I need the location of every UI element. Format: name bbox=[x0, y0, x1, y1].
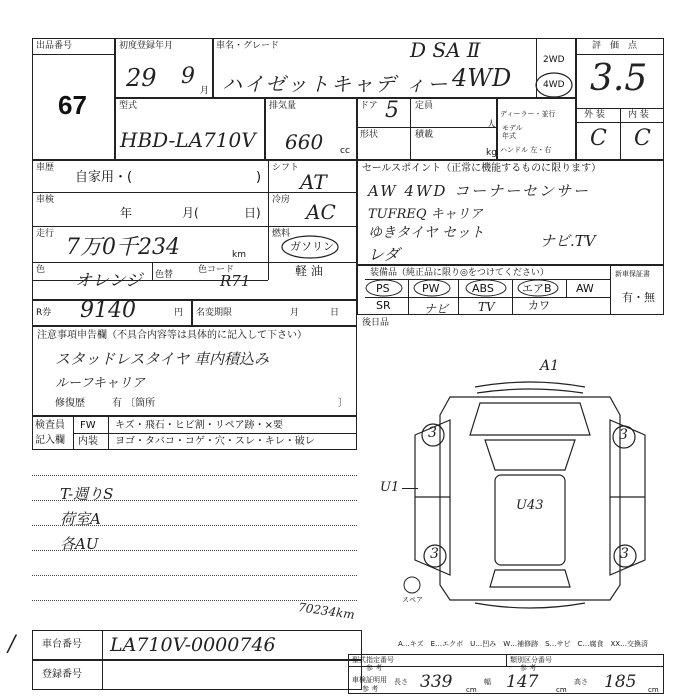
grade-value: D SA Ⅱ bbox=[410, 38, 481, 62]
repair-label: 修復歴 bbox=[55, 398, 85, 409]
notes-line-1: スタッドレスタイヤ 車内積込み bbox=[55, 350, 270, 368]
dealer-label: ディーラー・並行 bbox=[500, 110, 556, 118]
exterior-grade: C bbox=[590, 126, 607, 151]
title-change-label: 名変期限 bbox=[196, 308, 233, 318]
score-value: 3.5 bbox=[590, 58, 648, 99]
shift-label: シフト bbox=[272, 163, 300, 173]
width-label: 幅 bbox=[484, 678, 491, 686]
equip-leather: カワ bbox=[528, 299, 550, 312]
first-reg-month: 9 bbox=[181, 64, 195, 89]
warranty-value: 有・無 bbox=[622, 291, 655, 304]
inspection-year: 年 bbox=[120, 206, 133, 220]
score-label: 評 価 点 bbox=[592, 41, 638, 51]
equip-sr: SR bbox=[376, 299, 391, 312]
model-year-label: モデル 年式 bbox=[502, 124, 523, 140]
tire-mark-rr: 3 bbox=[620, 546, 629, 562]
sales-point-2: TUFREQ キャリア bbox=[368, 207, 483, 222]
inspector-memo-2: 荷室A bbox=[60, 510, 101, 528]
mileage-label: 走行 bbox=[36, 229, 55, 239]
equip-aw: AW bbox=[576, 282, 594, 295]
tire-mark-fr: 3 bbox=[619, 427, 628, 443]
length-unit: cm bbox=[466, 686, 477, 694]
person-unit: 人 bbox=[487, 120, 497, 130]
kg-unit: kg bbox=[486, 148, 497, 158]
length-value: 339 bbox=[420, 672, 453, 692]
inspector-memo-1: T-週りS bbox=[60, 485, 114, 503]
drive-value: 4WD bbox=[452, 64, 512, 92]
corner-slash: / bbox=[8, 632, 16, 657]
model-designation-label: 型式指定番号 bbox=[352, 656, 394, 664]
height-value: 185 bbox=[604, 672, 637, 692]
lot-label: 出品番号 bbox=[36, 41, 73, 51]
ac-label: 冷房 bbox=[272, 195, 291, 205]
equipment-label: 装備品（純正品に限り◎をつけてください） bbox=[370, 268, 549, 278]
type-label: 型式 bbox=[119, 101, 138, 111]
handle-label: ハンドル 左・右 bbox=[500, 146, 552, 154]
displacement-value: 660 bbox=[285, 130, 324, 154]
doors-label: ドア bbox=[360, 101, 378, 111]
diagram-u1: U1 bbox=[380, 480, 400, 495]
color-change-label: 色替 bbox=[155, 270, 174, 280]
sales-point-3: ゆきタイヤ セット bbox=[368, 225, 485, 241]
mileage-value: 7万0千234 bbox=[66, 235, 180, 260]
load-label: 積載 bbox=[415, 130, 434, 140]
fuel-value: ガソリン bbox=[290, 240, 334, 253]
color-label: 色 bbox=[36, 265, 46, 275]
ac-value: AC bbox=[306, 200, 336, 224]
title-change-day: 日 bbox=[330, 308, 340, 318]
inspector-fw: FW bbox=[80, 420, 96, 431]
inspection-month: 月( bbox=[182, 206, 199, 220]
diagram-u43: U43 bbox=[516, 498, 544, 513]
history-label: 車歴 bbox=[36, 163, 55, 173]
type-value: HBD-LA710V bbox=[120, 128, 256, 152]
equip-tv: TV bbox=[478, 300, 495, 314]
history-close: ) bbox=[256, 170, 262, 185]
sales-point-4: レダ bbox=[368, 245, 400, 264]
height-label: 高さ bbox=[574, 678, 588, 686]
car-name-value: ハイゼットキャデ ィー bbox=[222, 72, 450, 96]
registration-label: 登録番号 bbox=[42, 669, 82, 680]
capacity-label: 定員 bbox=[415, 101, 434, 111]
sales-point-nav: ナビ.TV bbox=[540, 232, 596, 250]
retrofit-label: 後日品 bbox=[362, 318, 390, 328]
spare-label: スペア bbox=[402, 596, 423, 604]
cert-ref: 参 考 bbox=[362, 685, 379, 693]
recycle-value: 9140 bbox=[80, 298, 136, 323]
cert-label: 車検証明用 bbox=[352, 676, 387, 684]
inspector-label-2: 記入欄 bbox=[35, 435, 65, 446]
yen-unit: 円 bbox=[174, 308, 184, 318]
interior-grade: C bbox=[634, 126, 651, 151]
title-change-month: 月 bbox=[290, 308, 300, 318]
opt-4wd: 4WD bbox=[543, 80, 565, 90]
chassis-value: LA710V-0000746 bbox=[110, 634, 276, 656]
shift-value: AT bbox=[300, 170, 327, 194]
tire-mark-fl: 3 bbox=[428, 425, 437, 441]
tire-mark-rl: 3 bbox=[430, 546, 439, 562]
sales-point-1: AW 4WD コーナーセンサー bbox=[368, 182, 590, 200]
diagram-a1: A1 bbox=[540, 358, 560, 374]
color-code-value: R71 bbox=[220, 272, 251, 290]
equip-ps: PS bbox=[376, 282, 390, 295]
interior-label: 内 装 bbox=[628, 110, 649, 120]
circle-4wd-mark bbox=[534, 70, 574, 100]
displacement-label: 排気量 bbox=[269, 101, 297, 111]
fuel-option: 軽 油 bbox=[295, 264, 323, 278]
notes-line-2: ルーフキャリア bbox=[55, 376, 145, 391]
equip-abs: ABS bbox=[472, 282, 494, 295]
fuel-label: 燃料 bbox=[272, 229, 291, 239]
inspection-label: 車検 bbox=[36, 195, 55, 205]
doors-value: 5 bbox=[385, 98, 399, 123]
category-ref: 参 考 bbox=[520, 664, 537, 672]
cc-unit: cc bbox=[340, 146, 350, 156]
width-value: 147 bbox=[506, 672, 539, 692]
color-value: オレンジ bbox=[75, 271, 143, 291]
shape-label: 形状 bbox=[360, 130, 379, 140]
inspector-memo-3: 各AU bbox=[60, 535, 99, 553]
month-unit: 月 bbox=[200, 86, 210, 96]
category-label: 類別区分番号 bbox=[510, 656, 552, 664]
warranty-label: 新車保証書 bbox=[615, 270, 650, 278]
repair-value: 有 〔箇所 bbox=[112, 398, 156, 409]
car-name-label: 車名・グレード bbox=[216, 41, 280, 51]
inspector-interior: 内装 bbox=[78, 436, 98, 447]
inspector-label-1: 検査員 bbox=[35, 420, 65, 431]
inspector-codes-2: ヨゴ・タバコ・コゲ・穴・スレ・キレ・破レ bbox=[115, 436, 315, 447]
recycle-label: R券 bbox=[36, 308, 52, 318]
equip-airbag: エアB bbox=[522, 282, 552, 295]
sales-points-label: セールスポイント（正常に機能するものに限ります） bbox=[362, 163, 602, 174]
damage-legend: A…キズ E…エクボ U…凹み W…補修跡 S…サビ C…腐食 XX…交換済 bbox=[398, 640, 649, 648]
repair-close: 〕 bbox=[338, 398, 348, 409]
exterior-label: 外 装 bbox=[584, 110, 605, 120]
first-reg-label: 初度登録年月 bbox=[119, 41, 174, 51]
first-reg-year: 29 bbox=[126, 64, 157, 92]
equip-navi: ナビ bbox=[424, 302, 449, 316]
length-label: 長さ bbox=[394, 678, 408, 686]
lot-number: 67 bbox=[58, 90, 87, 120]
spare-tire-icon bbox=[402, 575, 422, 595]
inspector-codes-1: キズ・飛石・ヒビ割・リペア跡・×要 bbox=[115, 420, 283, 431]
width-unit: cm bbox=[556, 686, 567, 694]
chassis-label: 車台番号 bbox=[42, 639, 82, 650]
notes-label: 注意事項申告欄（不具合内容等は具体的に記入して下さい） bbox=[37, 330, 307, 341]
color-code-label: 色コード bbox=[198, 265, 235, 275]
equip-pw: PW bbox=[422, 282, 440, 295]
opt-2wd: 2WD bbox=[543, 55, 565, 65]
car-body-diagram bbox=[405, 375, 655, 615]
height-unit: cm bbox=[648, 686, 659, 694]
model-ref: 参 考 bbox=[366, 664, 383, 672]
odometer-note: 70234km bbox=[297, 600, 356, 622]
km-unit: km bbox=[232, 250, 246, 260]
inspection-day: 日) bbox=[244, 206, 261, 220]
history-value: 自家用・( bbox=[75, 170, 133, 185]
equip-circle-marks bbox=[362, 279, 612, 315]
